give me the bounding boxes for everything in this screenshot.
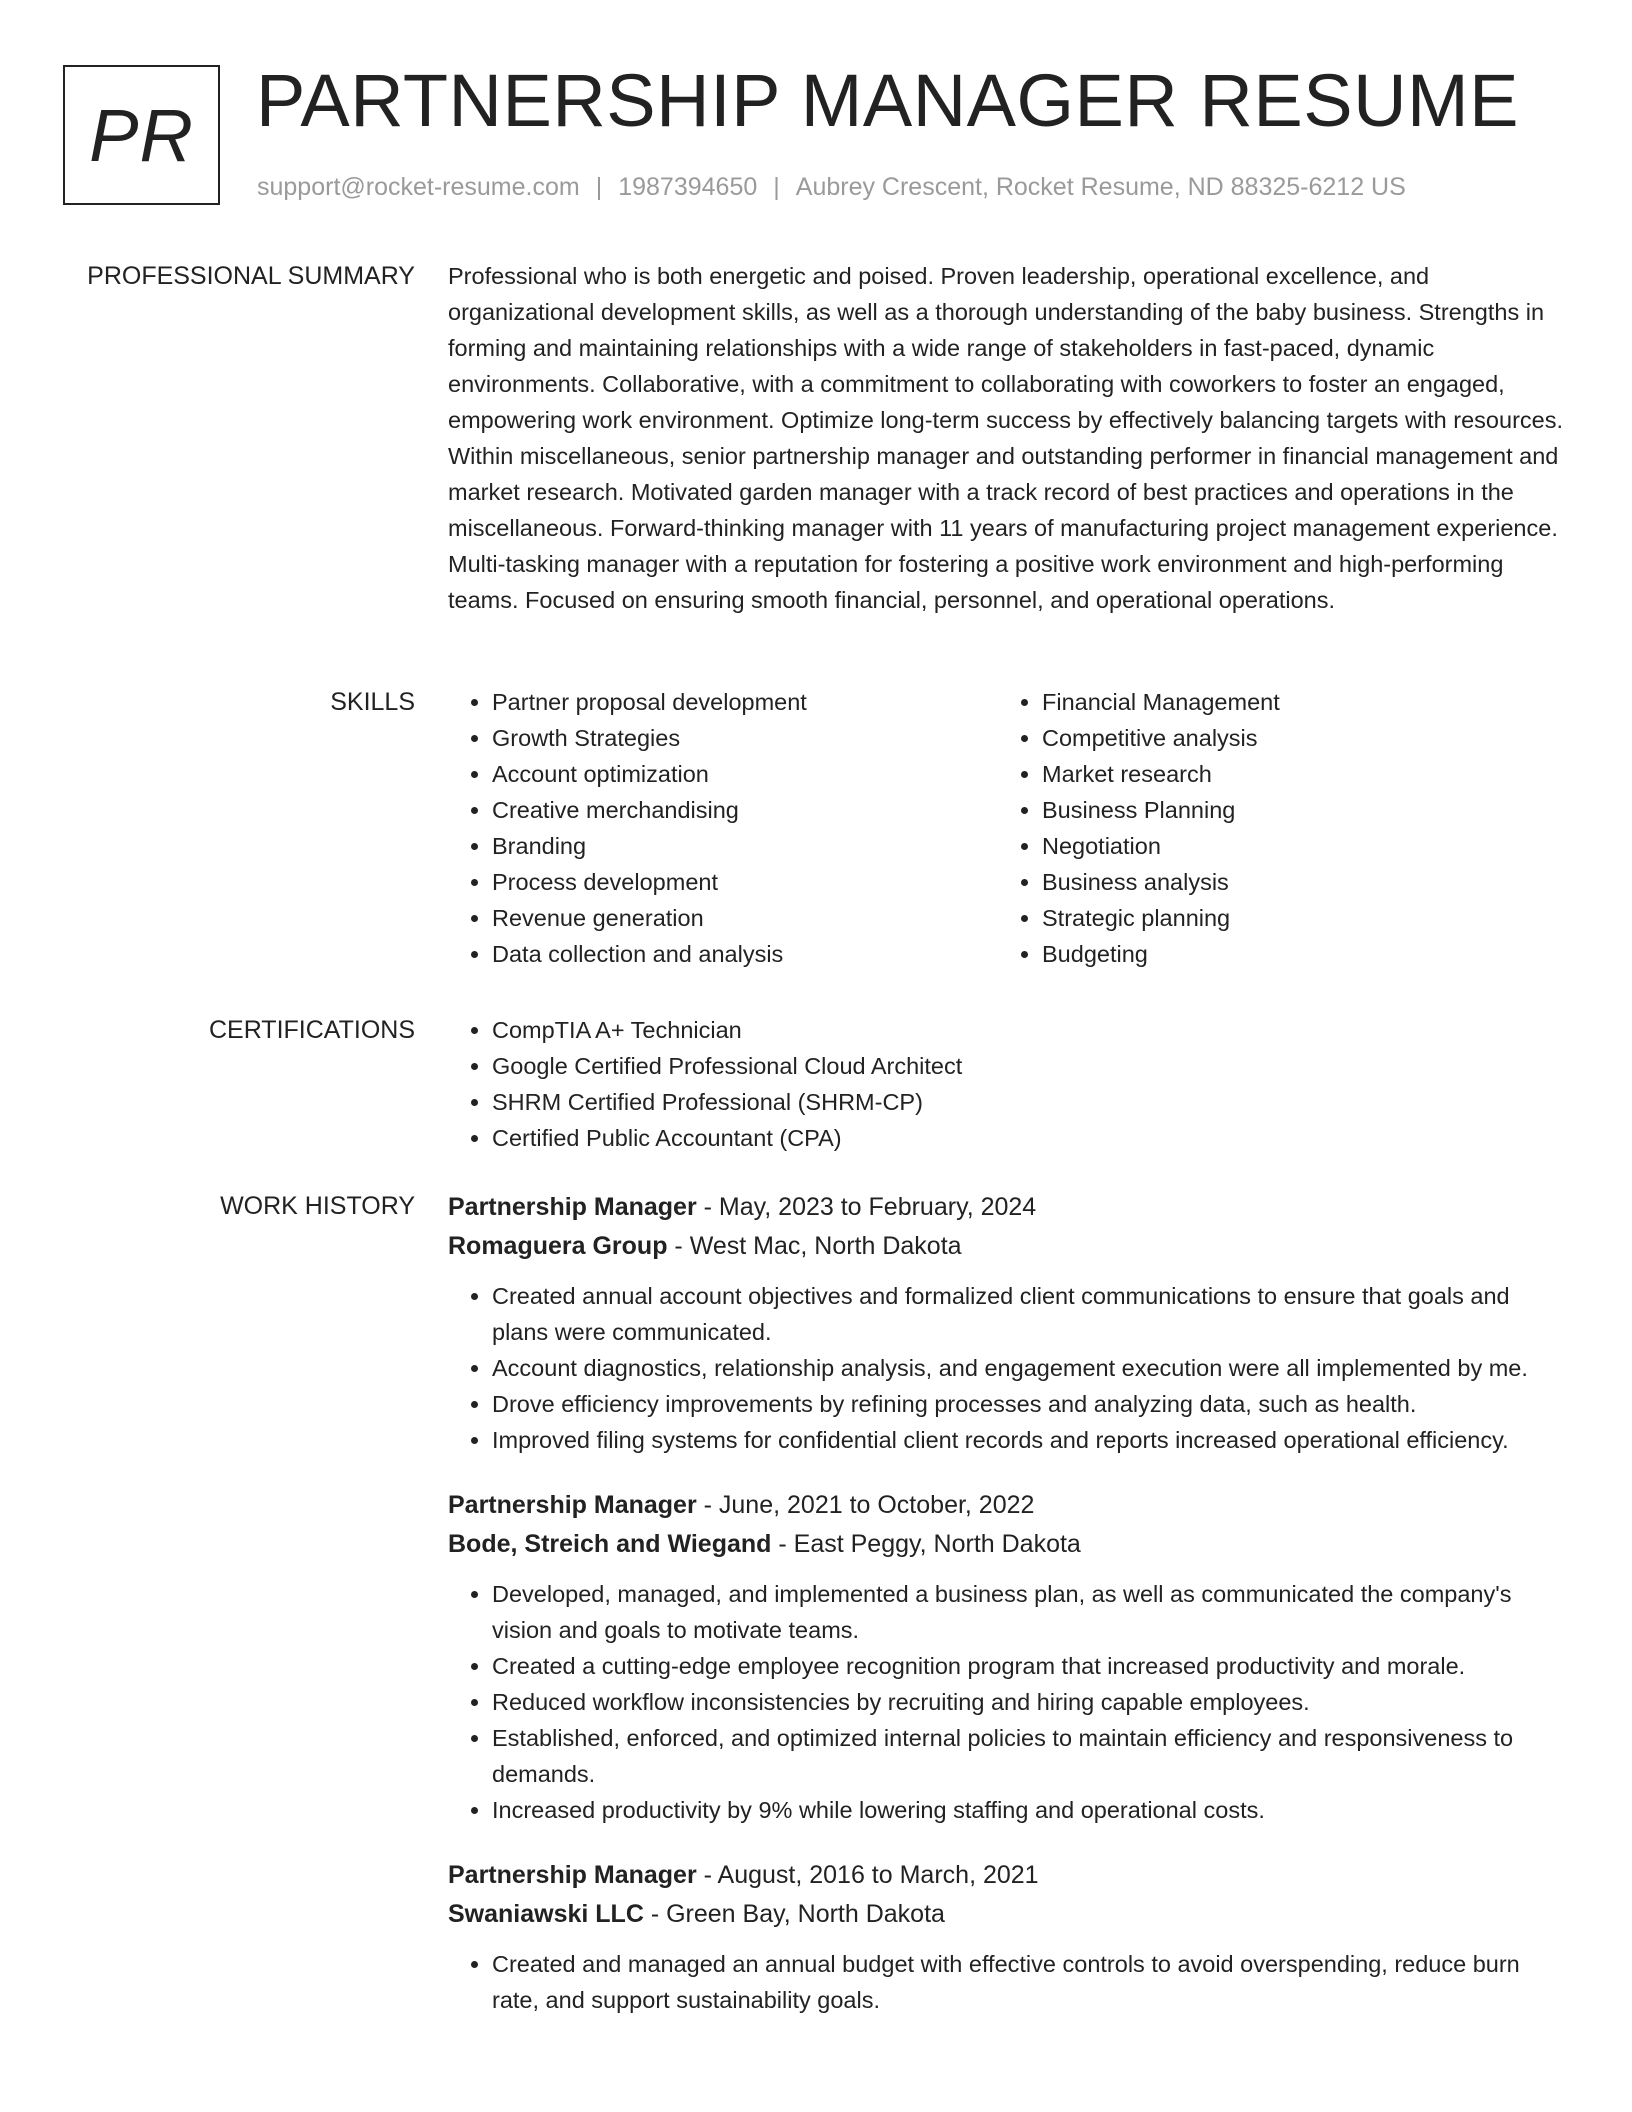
job-location: - East Peggy, North Dakota: [771, 1530, 1081, 1558]
skills-column-left: [448, 684, 1008, 972]
resume-header: [63, 59, 1583, 210]
list-item: • Certified Public Accountant (CPA): [492, 1120, 1568, 1156]
list-item: • Business analysis: [1042, 864, 1558, 900]
job-company-line: [448, 1525, 1568, 1564]
list-item: • Budgeting: [1042, 936, 1558, 972]
list-item: • Data collection and analysis: [492, 936, 1008, 972]
job-company-line: [448, 1895, 1568, 1934]
contact-separator: |: [773, 173, 780, 201]
list-item: • Established, enforced, and optimized internal policies to maintain efficiency and responsiveness to demands.: [492, 1720, 1568, 1792]
section-heading-summary: PROFESSIONAL SUMMARY: [87, 262, 415, 290]
job-bullets: [448, 1278, 1568, 1458]
list-item: • Creative merchandising: [492, 792, 1008, 828]
list-item: • Created annual account objectives and formalized client communications to ensure that goals and plans were communicated.: [492, 1278, 1568, 1350]
section-heading-skills: SKILLS: [330, 688, 415, 716]
contact-email[interactable]: support@rocket-resume.com: [257, 173, 580, 201]
job-company: Swaniawski LLC: [448, 1900, 644, 1928]
job-company-line: [448, 1227, 1568, 1266]
job-company: Bode, Streich and Wiegand: [448, 1530, 772, 1558]
list-item: • Increased productivity by 9% while lowering staffing and operational costs.: [492, 1792, 1568, 1828]
list-item: • Market research: [1042, 756, 1558, 792]
list-item: • Google Certified Professional Cloud Architect: [492, 1048, 1568, 1084]
job-entry: [448, 1486, 1568, 1828]
list-item: • Negotiation: [1042, 828, 1558, 864]
job-dates: - June, 2021 to October, 2022: [696, 1491, 1035, 1519]
contact-phone[interactable]: 1987394650: [618, 173, 758, 201]
summary-body: [448, 258, 1568, 618]
list-item: • Reduced workflow inconsistencies by recruiting and hiring capable employees.: [492, 1684, 1568, 1720]
skills-list-right: [998, 684, 1558, 972]
summary-text: Professional who is both energetic and poised. Proven leadership, operational excellence, and organizational development skills, as well as a thorough understanding of the baby business. Strengths in forming and maintaining relationships with a wide range of stakeholders in fast-paced, dynamic environments. Collaborative, with a commitment to collaborating with coworkers to foster an engaged, empowering work environment. Optimize long-term success by effectively balancing targets with resources. Within miscellaneous, senior partnership manager and outstanding performer in financial management and market research. Motivated garden manager with a track record of best practices and operations in the miscellaneous. Forward-thinking manager with 11 years of manufacturing project management experience. Multi-tasking manager with a reputation for fostering a positive work environment and high-performing teams. Focused on ensuring smooth financial, personnel, and operational operations.: [448, 263, 1563, 613]
contact-address: Aubrey Crescent, Rocket Resume, ND 88325-6212 US: [795, 173, 1406, 201]
list-item: • Account optimization: [492, 756, 1008, 792]
list-item: • Branding: [492, 828, 1008, 864]
job-company: Romaguera Group: [448, 1232, 668, 1260]
job-bullets: [448, 1946, 1568, 2018]
list-item: • Process development: [492, 864, 1008, 900]
job-location: - Green Bay, North Dakota: [643, 1900, 945, 1928]
list-item: • Revenue generation: [492, 900, 1008, 936]
work-history-body: [448, 1188, 1568, 2046]
job-dates: - August, 2016 to March, 2021: [696, 1861, 1039, 1889]
job-location: - West Mac, North Dakota: [667, 1232, 962, 1260]
list-item: • Strategic planning: [1042, 900, 1558, 936]
skills-column-right: [998, 684, 1558, 972]
job-bullets: [448, 1576, 1568, 1828]
job-entry: [448, 1188, 1568, 1458]
contact-separator: |: [595, 173, 603, 201]
list-item: • Account diagnostics, relationship analysis, and engagement execution were all implemented by me.: [492, 1350, 1568, 1386]
job-entry: [448, 1856, 1568, 2018]
certifications-body: [448, 1012, 1568, 1156]
list-item: • SHRM Certified Professional (SHRM-CP): [492, 1084, 1568, 1120]
skills-list-left: [448, 684, 1008, 972]
job-dates: - May, 2023 to February, 2024: [696, 1193, 1037, 1221]
list-item: • Partner proposal development: [492, 684, 1008, 720]
job-title: Partnership Manager: [448, 1193, 697, 1221]
monogram-badge: PR: [63, 65, 220, 205]
list-item: • Growth Strategies: [492, 720, 1008, 756]
certifications-list: [448, 1012, 1568, 1156]
job-title-line: [448, 1188, 1568, 1227]
job-title: Partnership Manager: [448, 1491, 697, 1519]
list-item: • Improved filing systems for confidential client records and reports increased operational efficiency.: [492, 1422, 1568, 1458]
list-item: • CompTIA A+ Technician: [492, 1012, 1568, 1048]
list-item: • Drove efficiency improvements by refining processes and analyzing data, such as health.: [492, 1386, 1568, 1422]
list-item: • Developed, managed, and implemented a business plan, as well as communicated the company's vision and goals to motivate teams.: [492, 1576, 1568, 1648]
job-title-line: [448, 1856, 1568, 1895]
section-heading-certifications: CERTIFICATIONS: [208, 1016, 415, 1044]
resume-title: PARTNERSHIP MANAGER RESUME: [256, 59, 1520, 142]
contact-line: [257, 173, 1406, 202]
list-item: • Business Planning: [1042, 792, 1558, 828]
list-item: • Created and managed an annual budget with effective controls to avoid overspending, reduce burn rate, and support sustainability goals.: [492, 1946, 1568, 2018]
list-item: • Created a cutting-edge employee recognition program that increased productivity and morale.: [492, 1648, 1568, 1684]
job-title: Partnership Manager: [448, 1861, 697, 1889]
list-item: • Financial Management: [1042, 684, 1558, 720]
section-heading-work-history: WORK HISTORY: [220, 1192, 415, 1220]
job-title-line: [448, 1486, 1568, 1525]
list-item: • Competitive analysis: [1042, 720, 1558, 756]
